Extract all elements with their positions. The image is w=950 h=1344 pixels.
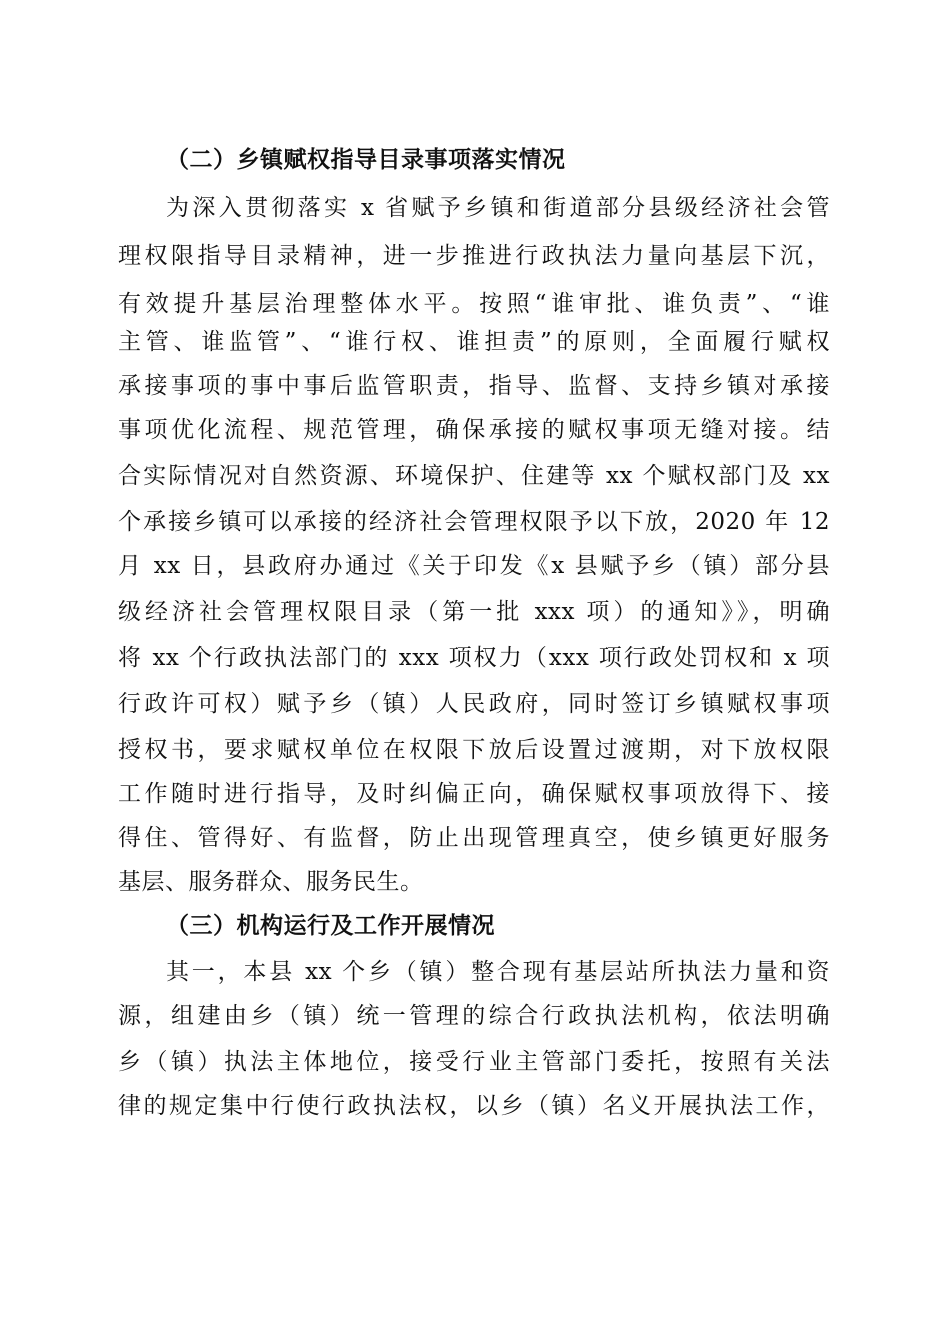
section2-heading: （二）乡镇赋权指导目录事项落实情况	[166, 146, 566, 173]
section2-line-5: 承接事项的事中事后监管职责，指导、监督、支持乡镇对承接	[118, 373, 830, 399]
section3-heading: （三）机构运行及工作开展情况	[166, 912, 495, 939]
section2-line-10: 级经济社会管理权限目录（第一批 xxx 项）的通知》》，明确	[118, 599, 830, 625]
section2-line-11: 将 xx 个行政执法部门的 xxx 项权力（xxx 项行政处罚权和 x 项	[118, 645, 830, 671]
section3-line-4: 律的规定集中行使行政执法权，以乡（镇）名义开展执法工作，	[118, 1093, 830, 1119]
section2-line-6: 事项优化流程、规范管理，确保承接的赋权事项无缝对接。结	[118, 417, 830, 443]
section2-line-12: 行政许可权）赋予乡（镇）人民政府，同时签订乡镇赋权事项	[118, 691, 830, 717]
section2-line-16: 基层、服务群众、服务民生。	[118, 869, 424, 895]
section3-line-3: 乡（镇）执法主体地位，接受行业主管部门委托，按照有关法	[118, 1049, 830, 1075]
section3-line-2: 源，组建由乡（镇）统一管理的综合行政执法机构，依法明确	[118, 1003, 830, 1029]
section2-line-15: 得住、管得好、有监督，防止出现管理真空，使乡镇更好服务	[118, 825, 830, 851]
section2-line-2: 理权限指导目录精神，进一步推进行政执法力量向基层下沉，	[118, 243, 830, 269]
section3-line-1: 其一，本县 xx 个乡（镇）整合现有基层站所执法力量和资	[166, 959, 830, 985]
section2-line-9: 月 xx 日，县政府办通过《关于印发《x 县赋予乡（镇）部分县	[118, 553, 830, 579]
section2-line-14: 工作随时进行指导，及时纠偏正向，确保赋权事项放得下、接	[118, 781, 830, 807]
section2-line-8: 个承接乡镇可以承接的经济社会管理权限予以下放，2020 年 12	[118, 509, 830, 535]
section2-line-4: 主管、谁监管”、“谁行权、谁担责”的原则，全面履行赋权	[118, 329, 830, 355]
section2-line-1: 为深入贯彻落实 x 省赋予乡镇和街道部分县级经济社会管	[166, 195, 830, 221]
section2-line-7: 合实际情况对自然资源、环境保护、住建等 xx 个赋权部门及 xx	[118, 463, 830, 489]
section2-line-3: 有效提升基层治理整体水平。按照“谁审批、谁负责”、“谁	[118, 291, 830, 317]
section2-line-13: 授权书，要求赋权单位在权限下放后设置过渡期，对下放权限	[118, 737, 830, 763]
